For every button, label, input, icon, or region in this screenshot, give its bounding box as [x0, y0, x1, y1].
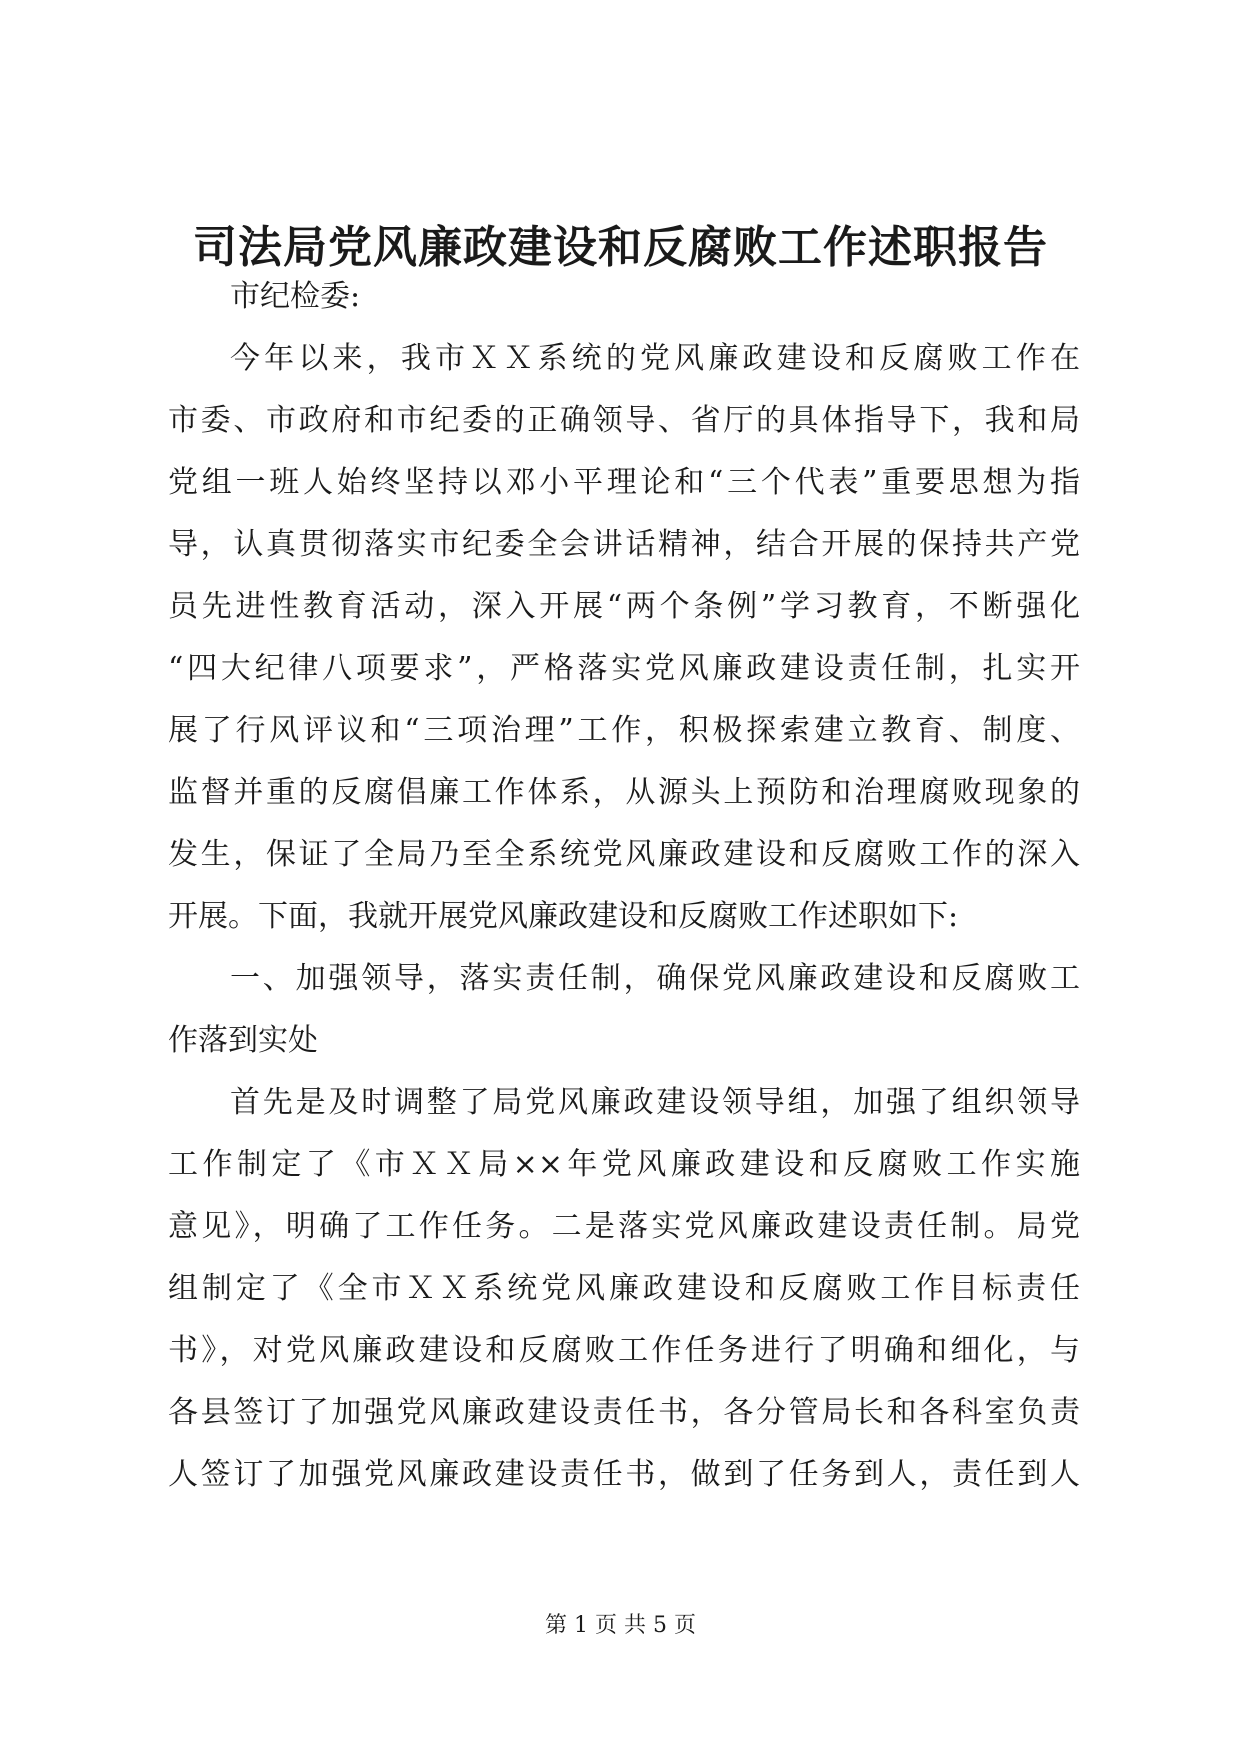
paragraph-line: 监督并重的反腐倡廉工作体系，从源头上预防和治理腐败现象的: [168, 775, 1080, 810]
paragraph-line: 展了行风评议和“三项治理”工作，积极探索建立教育、制度、: [168, 713, 1080, 748]
document-title: 司法局党风廉政建设和反腐败工作述职报告: [193, 222, 1048, 273]
paragraph-line: 人签订了加强党风廉政建设责任书，做到了任务到人，责任到人: [168, 1457, 1080, 1492]
salutation-line: 市纪检委:: [230, 279, 361, 314]
paragraph-line: 开展。下面，我就开展党风廉政建设和反腐败工作述职如下:: [168, 899, 959, 934]
paragraph-line: 工作制定了《市ＸＸ局××年党风廉政建设和反腐败工作实施: [168, 1147, 1080, 1182]
section-heading-line: 作落到实处: [168, 1023, 318, 1058]
document-body: [168, 266, 1080, 1506]
paragraph-line: 今年以来，我市ＸＸ系统的党风廉政建设和反腐败工作在: [230, 341, 1080, 376]
paragraph-line: “四大纪律八项要求”，严格落实党风廉政建设责任制，扎实开: [168, 651, 1080, 686]
paragraph-line: 首先是及时调整了局党风廉政建设领导组，加强了组织领导: [230, 1085, 1080, 1120]
paragraph-line: 发生，保证了全局乃至全系统党风廉政建设和反腐败工作的深入: [168, 837, 1080, 872]
section-heading-line: 一、加强领导，落实责任制，确保党风廉政建设和反腐败工: [230, 961, 1080, 996]
paragraph-line: 市委、市政府和市纪委的正确领导、省厅的具体指导下，我和局: [168, 403, 1080, 438]
paragraph-line: 各县签订了加强党风廉政建设责任书，各分管局长和各科室负责: [168, 1395, 1080, 1430]
paragraph-line: 党组一班人始终坚持以邓小平理论和“三个代表”重要思想为指: [168, 465, 1080, 500]
page-number-footer: 第 1 页 共 5 页: [545, 1613, 696, 1638]
paragraph-line: 书》，对党风廉政建设和反腐败工作任务进行了明确和细化，与: [168, 1333, 1080, 1368]
paragraph-line: 组制定了《全市ＸＸ系统党风廉政建设和反腐败工作目标责任: [168, 1271, 1080, 1306]
paragraph-line: 导，认真贯彻落实市纪委全会讲话精神，结合开展的保持共产党: [168, 527, 1080, 562]
paragraph-line: 意见》，明确了工作任务。二是落实党风廉政建设责任制。局党: [168, 1209, 1080, 1244]
paragraph-line: 员先进性教育活动，深入开展“两个条例”学习教育，不断强化: [168, 589, 1080, 624]
